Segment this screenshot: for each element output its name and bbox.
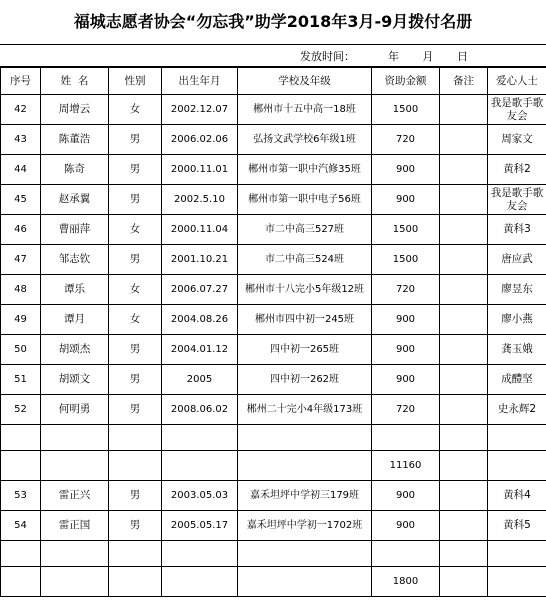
cell-note: [440, 425, 488, 451]
cell-no: 49: [1, 305, 41, 335]
table-row: [1, 365, 546, 395]
cell-donor: 黄科5: [488, 511, 546, 541]
cell-no: 44: [1, 155, 41, 185]
cell-amount: 900: [372, 481, 440, 511]
cell-donor: 周家文: [488, 125, 546, 155]
cell-birth: 2002.12.07: [162, 95, 238, 125]
table-row: [1, 305, 546, 335]
cell-note: [440, 185, 488, 215]
header-gender: 性别: [109, 68, 162, 95]
cell-donor: [488, 425, 546, 451]
table-row: [1, 215, 546, 245]
cell-gender: 男: [109, 245, 162, 275]
cell-birth: [162, 451, 238, 481]
cell-birth: 2002.5.10: [162, 185, 238, 215]
cell-birth: 2004.08.26: [162, 305, 238, 335]
cell-note: [440, 451, 488, 481]
cell-gender: [109, 541, 162, 567]
cell-school: 郴州二十完小4年级173班: [238, 395, 372, 425]
cell-note: [440, 365, 488, 395]
table-row: [1, 567, 546, 597]
cell-name: 邹志钦: [41, 245, 109, 275]
header-birth: 出生年月: [162, 68, 238, 95]
cell-donor: [488, 567, 546, 597]
cell-name: 赵承翼: [41, 185, 109, 215]
cell-donor: 史永辉2: [488, 395, 546, 425]
table-row: [1, 481, 546, 511]
cell-gender: 女: [109, 215, 162, 245]
cell-donor: 廖小燕: [488, 305, 546, 335]
issue-time-line: [0, 44, 546, 67]
cell-name: 胡颂文: [41, 365, 109, 395]
cell-amount: 1500: [372, 245, 440, 275]
cell-name: 周增云: [41, 95, 109, 125]
page-title: 福城志愿者协会“勿忘我”助学2018年3月-9月拨付名册: [73, 12, 473, 31]
table-row: [1, 511, 546, 541]
cell-no: 47: [1, 245, 41, 275]
cell-amount: 900: [372, 305, 440, 335]
table-row: [1, 451, 546, 481]
cell-gender: 男: [109, 125, 162, 155]
cell-note: [440, 395, 488, 425]
roster-table: [0, 67, 546, 597]
cell-note: [440, 215, 488, 245]
table-row: [1, 335, 546, 365]
cell-amount: 1500: [372, 215, 440, 245]
cell-school: 郴州市第一职中电子56班: [238, 185, 372, 215]
cell-birth: [162, 425, 238, 451]
header-school: 学校及年级: [238, 68, 372, 95]
cell-school: 市二中高三527班: [238, 215, 372, 245]
cell-note: [440, 125, 488, 155]
cell-donor: 廖昱东: [488, 275, 546, 305]
cell-amount: [372, 541, 440, 567]
cell-note: [440, 275, 488, 305]
cell-note: [440, 335, 488, 365]
cell-name: [41, 451, 109, 481]
cell-school: 四中初一265班: [238, 335, 372, 365]
cell-no: 52: [1, 395, 41, 425]
cell-amount: 720: [372, 125, 440, 155]
cell-school: 嘉禾坦坪中学初一1702班: [238, 511, 372, 541]
roster-body: [1, 95, 546, 597]
cell-name: 谭月: [41, 305, 109, 335]
cell-donor: [488, 451, 546, 481]
cell-no: 48: [1, 275, 41, 305]
cell-school: 郴州市四中初一245班: [238, 305, 372, 335]
cell-birth: 2000.11.04: [162, 215, 238, 245]
cell-birth: 2008.06.02: [162, 395, 238, 425]
cell-no: 50: [1, 335, 41, 365]
cell-donor: 成醴坚: [488, 365, 546, 395]
table-row: [1, 245, 546, 275]
cell-name: [41, 425, 109, 451]
cell-birth: [162, 541, 238, 567]
cell-amount: 11160: [372, 451, 440, 481]
cell-gender: 女: [109, 305, 162, 335]
header-row: [1, 68, 546, 95]
header-no: 序号: [1, 68, 41, 95]
cell-birth: 2005: [162, 365, 238, 395]
cell-gender: [109, 451, 162, 481]
cell-school: [238, 541, 372, 567]
cell-school: [238, 451, 372, 481]
header-note: 备注: [440, 68, 488, 95]
issue-time-placeholder: 年 月 日: [388, 50, 468, 63]
cell-name: [41, 541, 109, 567]
cell-amount: 900: [372, 511, 440, 541]
cell-amount: 900: [372, 335, 440, 365]
table-row: [1, 425, 546, 451]
cell-note: [440, 511, 488, 541]
cell-no: 43: [1, 125, 41, 155]
cell-name: 雷正兴: [41, 481, 109, 511]
header-name: 姓 名: [41, 68, 109, 95]
cell-no: [1, 451, 41, 481]
cell-note: [440, 245, 488, 275]
cell-gender: 男: [109, 155, 162, 185]
cell-note: [440, 95, 488, 125]
cell-gender: 男: [109, 395, 162, 425]
cell-birth: 2006.07.27: [162, 275, 238, 305]
cell-school: 市二中高三524班: [238, 245, 372, 275]
cell-gender: [109, 425, 162, 451]
cell-name: 陈奇: [41, 155, 109, 185]
cell-amount: 900: [372, 185, 440, 215]
cell-donor: 龚玉娥: [488, 335, 546, 365]
cell-no: [1, 425, 41, 451]
cell-school: 弘扬文武学校6年级1班: [238, 125, 372, 155]
table-row: [1, 95, 546, 125]
cell-gender: 男: [109, 185, 162, 215]
cell-donor: 我是歌手歌友会: [488, 185, 546, 215]
cell-birth: 2006.02.06: [162, 125, 238, 155]
cell-name: 何明勇: [41, 395, 109, 425]
cell-gender: 女: [109, 275, 162, 305]
cell-note: [440, 541, 488, 567]
cell-gender: 男: [109, 481, 162, 511]
cell-no: [1, 541, 41, 567]
table-row: [1, 125, 546, 155]
cell-name: 谭乐: [41, 275, 109, 305]
cell-school: 郴州市十八完小5年级12班: [238, 275, 372, 305]
cell-school: 郴州市第一职中汽修35班: [238, 155, 372, 185]
cell-note: [440, 305, 488, 335]
cell-school: 郴州市十五中高一18班: [238, 95, 372, 125]
table-row: [1, 275, 546, 305]
cell-gender: 男: [109, 511, 162, 541]
cell-gender: 男: [109, 335, 162, 365]
cell-no: 42: [1, 95, 41, 125]
table-row: [1, 185, 546, 215]
cell-name: [41, 567, 109, 597]
cell-no: 45: [1, 185, 41, 215]
cell-no: 53: [1, 481, 41, 511]
cell-school: 嘉禾坦坪中学初三179班: [238, 481, 372, 511]
cell-name: 雷正国: [41, 511, 109, 541]
cell-birth: 2004.01.12: [162, 335, 238, 365]
cell-amount: 720: [372, 275, 440, 305]
cell-donor: 唐应武: [488, 245, 546, 275]
cell-amount: 900: [372, 365, 440, 395]
cell-note: [440, 155, 488, 185]
cell-donor: 黄科4: [488, 481, 546, 511]
cell-birth: [162, 567, 238, 597]
cell-donor: 我是歌手歌友会: [488, 95, 546, 125]
cell-donor: [488, 541, 546, 567]
cell-gender: 女: [109, 95, 162, 125]
cell-name: 陈董浩: [41, 125, 109, 155]
cell-note: [440, 481, 488, 511]
cell-amount: 900: [372, 155, 440, 185]
cell-no: 46: [1, 215, 41, 245]
cell-gender: [109, 567, 162, 597]
cell-no: 54: [1, 511, 41, 541]
table-row: [1, 395, 546, 425]
cell-amount: 720: [372, 395, 440, 425]
cell-donor: 黄科3: [488, 215, 546, 245]
cell-school: 四中初一262班: [238, 365, 372, 395]
cell-note: [440, 567, 488, 597]
cell-birth: 2001.10.21: [162, 245, 238, 275]
table-row: [1, 541, 546, 567]
header-amount: 资助金额: [372, 68, 440, 95]
cell-amount: 1800: [372, 567, 440, 597]
cell-no: 51: [1, 365, 41, 395]
cell-birth: 2003.05.03: [162, 481, 238, 511]
cell-name: 曹丽萍: [41, 215, 109, 245]
cell-amount: 1500: [372, 95, 440, 125]
cell-amount: [372, 425, 440, 451]
cell-school: [238, 425, 372, 451]
cell-birth: 2005.05.17: [162, 511, 238, 541]
cell-school: [238, 567, 372, 597]
cell-gender: 男: [109, 365, 162, 395]
cell-donor: 黄科2: [488, 155, 546, 185]
issue-time-label: 发放时间：: [300, 50, 355, 63]
table-row: [1, 155, 546, 185]
cell-name: 胡颂杰: [41, 335, 109, 365]
cell-no: [1, 567, 41, 597]
header-donor: 爱心人士: [488, 68, 546, 95]
cell-birth: 2000.11.01: [162, 155, 238, 185]
